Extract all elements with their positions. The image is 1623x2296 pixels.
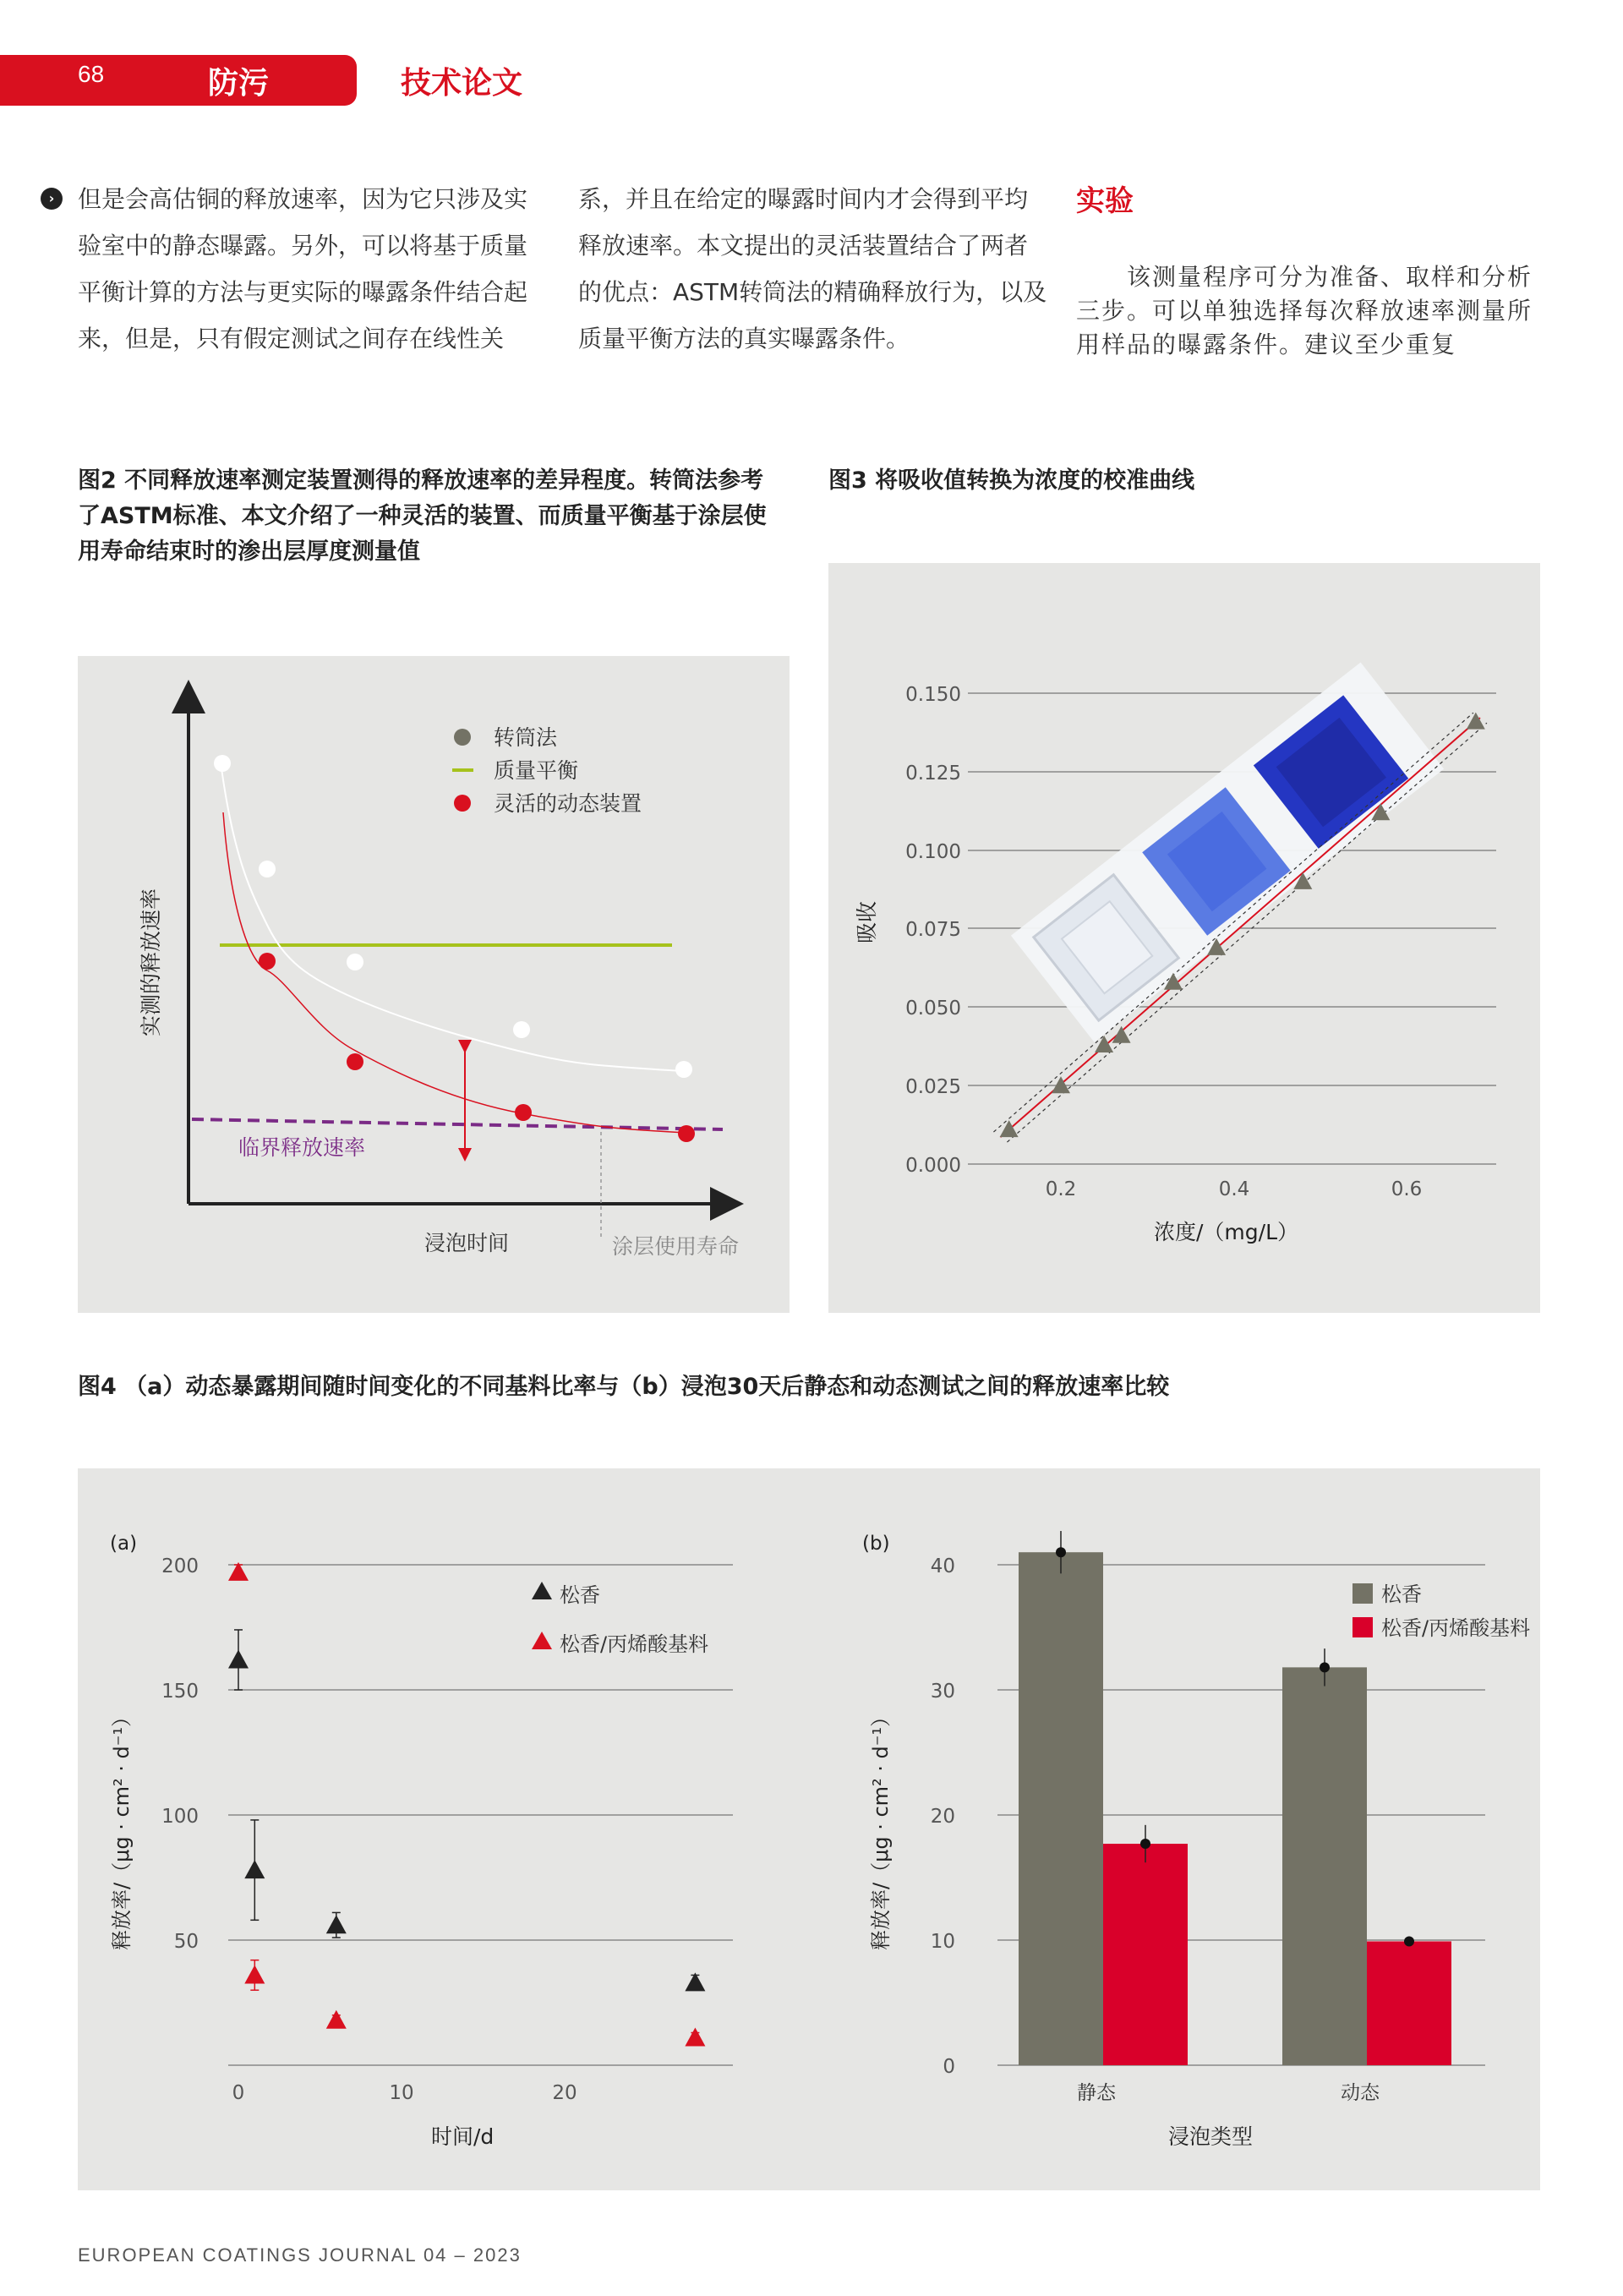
bar	[1367, 1941, 1451, 2065]
rotating-point	[259, 861, 276, 877]
ytick-label: 0.100	[905, 841, 961, 863]
ytick-label: 0.050	[905, 998, 961, 1020]
rotating-point	[513, 1021, 530, 1038]
section-title: 防污	[208, 66, 270, 101]
fig4b-bars	[1019, 1531, 1451, 2065]
mean-marker	[1404, 1936, 1414, 1946]
xtick-label: 0.2	[1045, 1178, 1077, 1200]
threshold-label: 临界释放速率	[238, 1135, 366, 1160]
cuvette-photo-illustration	[1011, 663, 1444, 1042]
fig3-xlabel: 浓度/（mg/L）	[1154, 1220, 1298, 1244]
xtick-label: 20	[552, 2082, 577, 2104]
data-point	[326, 1915, 347, 1933]
rotating-point	[675, 1061, 692, 1078]
ytick-label: 0.075	[905, 919, 961, 941]
body-column-2: 系，并且在给定的曝露时间内才会得到平均释放速率。本文提出的灵活装置结合了两者的优点：ASTM转筒法的精确释放行为，以及质量平衡方法的真实曝露条件。	[578, 185, 1047, 353]
fig2-xlabel: 浸泡时间	[424, 1231, 510, 1255]
ytick-label: 0.125	[905, 763, 961, 784]
page-number: 68	[78, 61, 105, 87]
fig3-caption: 图3 将吸收值转换为浓度的校准曲线	[828, 467, 1195, 494]
ytick-label: 10	[930, 1931, 955, 1953]
legend-rosin-marker	[532, 1582, 552, 1599]
calibration-point	[1112, 1026, 1131, 1043]
legend-rosin-swatch	[1352, 1583, 1373, 1604]
ytick-label: 100	[161, 1806, 199, 1828]
dynamic-curve	[223, 812, 686, 1133]
calibration-point	[1467, 713, 1485, 730]
data-point	[244, 1860, 265, 1878]
fig3-yticks	[905, 684, 961, 1177]
fig4a-legend-rosin: 松香	[560, 1583, 600, 1607]
fig4a-label: (a)	[110, 1533, 138, 1555]
fig4a-ylabel: 释放率/（μg · cm² · d⁻¹）	[110, 1706, 134, 1950]
data-point	[326, 2010, 347, 2029]
legend-dynamic: 灵活的动态装置	[494, 791, 642, 816]
ytick-label: 20	[930, 1806, 955, 1828]
mean-marker	[1320, 1662, 1330, 1672]
ytick-label: 40	[930, 1555, 955, 1577]
data-point	[685, 1972, 705, 1991]
legend-rotating: 转筒法	[494, 725, 558, 750]
data-point	[228, 1649, 249, 1668]
bar	[1282, 1667, 1367, 2065]
fig2-chart	[78, 656, 790, 1313]
fig2-caption: 图2 不同释放速率测定装置测得的释放速率的差异程度。转筒法参考了ASTM标准、本文介绍了一种灵活的装置、而质量平衡基于涂层使用寿命结束时的渗出层厚度测量值	[78, 467, 767, 565]
rotating-point	[214, 755, 231, 772]
body-column-3: 该测量程序可分为准备、取样和分析三步。可以单独选择每次释放速率测量所用样品的曝露条件。建议至少重复	[1076, 263, 1533, 358]
ytick-label: 0	[943, 2056, 955, 2078]
section-heading-experiment: 实验	[1076, 184, 1134, 218]
article-type: 技术论文	[401, 66, 523, 101]
ytick-label: 150	[161, 1681, 199, 1703]
legend-rosin-acrylic-swatch	[1352, 1617, 1373, 1637]
ytick-label: 0.150	[905, 684, 961, 706]
dynamic-point	[259, 953, 276, 970]
fig4b-legend-rosin-acrylic: 松香/丙烯酸基料	[1381, 1616, 1531, 1640]
legend-rosin-acrylic-marker	[532, 1632, 552, 1649]
mean-marker	[1056, 1547, 1066, 1557]
ytick-label: 0.000	[905, 1155, 961, 1177]
legend-rotating-marker	[454, 729, 471, 746]
fig4a-xlabel: 时间/d	[431, 2124, 495, 2149]
fig4-panel	[78, 1468, 1540, 2190]
fig4a-legend-rosin-acrylic: 松香/丙烯酸基料	[560, 1632, 709, 1656]
xtick-label: 0.6	[1391, 1178, 1423, 1200]
dynamic-point	[347, 1053, 363, 1070]
fig2-ylabel: 实测的释放速率	[139, 888, 163, 1036]
fig3-panel	[828, 563, 1540, 1313]
end-of-life-label: 涂层使用寿命	[612, 1234, 740, 1259]
xtick-label: 0	[232, 2082, 245, 2104]
fig3-ylabel: 吸收	[855, 900, 879, 943]
fig2-panel	[78, 656, 790, 1313]
continue-arrow-icon: ›	[41, 188, 63, 210]
fig4-caption: 图4 （a）动态暴露期间随时间变化的不同基料比率与（b）浸泡30天后静态和动态测试之间的释放速率比较	[78, 1374, 1170, 1400]
category-label: 静态	[1077, 2082, 1116, 2104]
ytick-label: 200	[161, 1555, 199, 1577]
fig4b-label: (b)	[862, 1533, 890, 1555]
fig4b-legend-rosin: 松香	[1381, 1583, 1422, 1606]
xtick-label: 10	[389, 2082, 414, 2104]
bar	[1019, 1552, 1103, 2065]
rotating-point	[347, 954, 363, 970]
fig3-chart	[828, 563, 1540, 1313]
category-label: 动态	[1341, 2082, 1380, 2104]
footer-journal: EUROPEAN COATINGS JOURNAL 04 – 2023	[78, 2244, 522, 2266]
legend-dynamic-marker	[454, 795, 471, 812]
body-column-1: 但是会高估铜的释放速率，因为它只涉及实验室中的静态曝露。另外，可以将基于质量平衡计算的方法与更实际的曝露条件结合起来，但是，只有假定测试之间存在线性关	[78, 185, 528, 353]
fig4b-ylabel: 释放率/（μg · cm² · d⁻¹）	[869, 1706, 893, 1950]
header-bar	[0, 55, 357, 106]
ytick-label: 50	[173, 1931, 199, 1953]
bar	[1103, 1844, 1188, 2065]
dynamic-point	[678, 1125, 695, 1142]
data-point	[685, 2027, 705, 2046]
mean-marker	[1140, 1839, 1150, 1849]
ytick-label: 30	[930, 1681, 955, 1703]
data-point	[244, 1965, 265, 1983]
ytick-label: 0.025	[905, 1076, 961, 1098]
fig4b-xlabel: 浸泡类型	[1168, 2124, 1254, 2149]
fig4-chart	[78, 1468, 1540, 2190]
legend-mass: 质量平衡	[494, 758, 579, 783]
xtick-label: 0.4	[1218, 1178, 1250, 1200]
dynamic-point	[515, 1104, 532, 1121]
threshold-line	[192, 1119, 723, 1129]
